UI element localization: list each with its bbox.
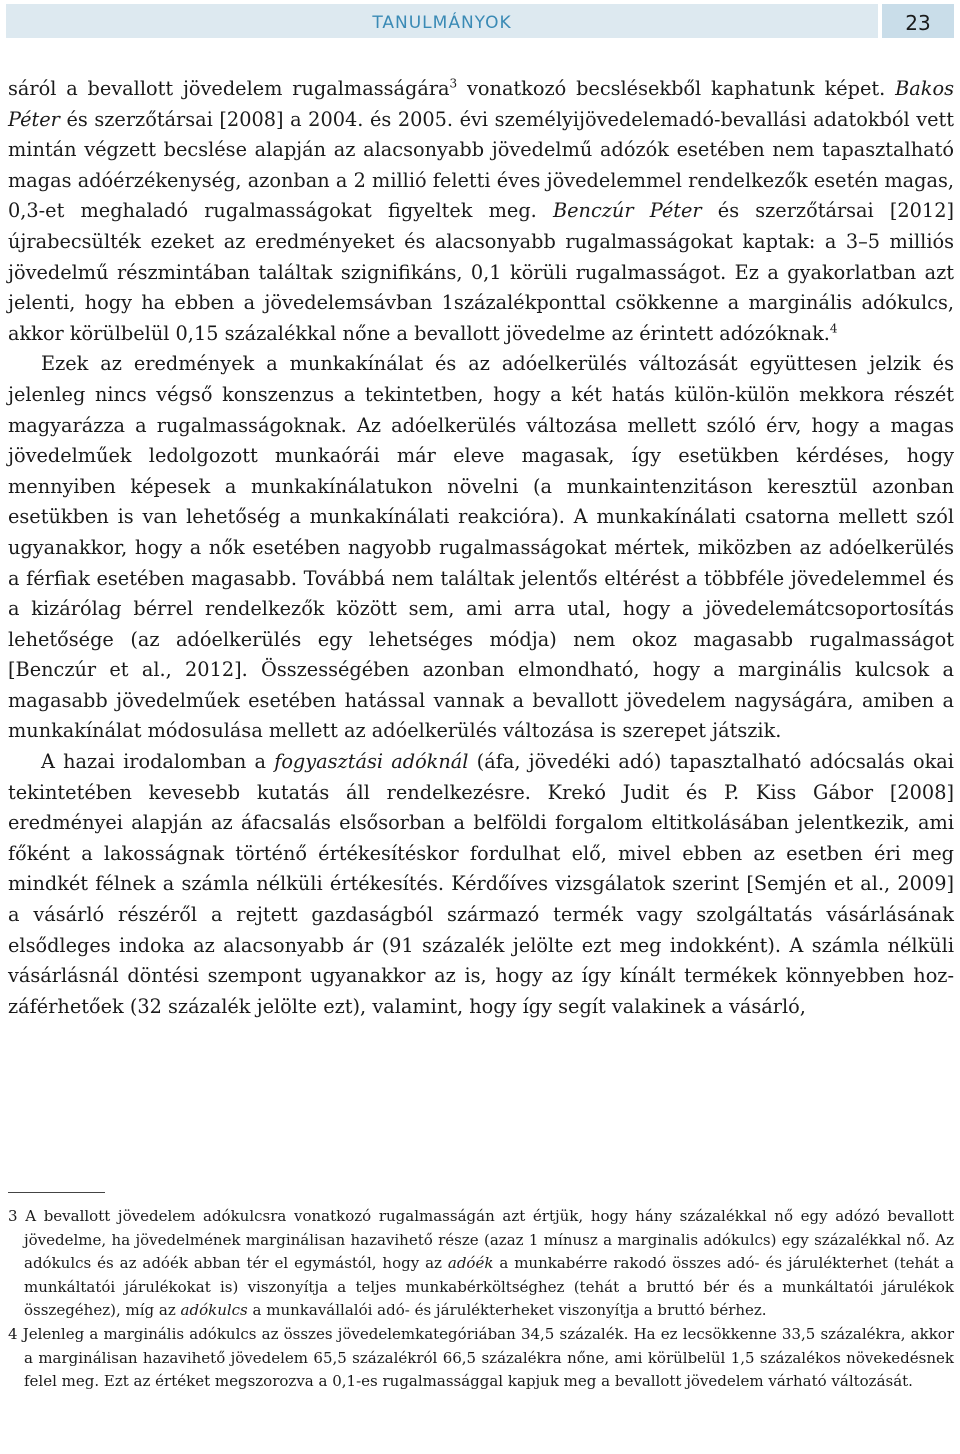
running-header [6,4,878,38]
footnote-ref: 3 [449,76,458,91]
text-run: vonatkozó becslésekből kaphatunk képet. [457,77,896,100]
footnote-4: 4 Jelenleg a marginális adókulcs az összes jövedelemkategóriában 34,5 százalék. Ha ez lecsökkenne 33,5 százalékra, akkor a marginálisan hazavihető jövedelem 65,5 százalékról 66,5 százalékra nőne, ami körülbelül 1,5 százalékos növekedésnek felel meg. Ezt az értéket megszorozva a 0,1-es rugalmassággal kapjuk meg a bevallott jövedelem várható változását. [8,1324,954,1391]
page-number: 23 [905,11,931,35]
text-run: és szerzőtársai [2008] a 2004. és 2005. évi személyijövedelemadó-bevallási adatokból vett mintán végzett becslése alapján az alacsonyabb jövedelmű adózók esetében nem tapasztalható magas adóérzékenység, azonban a 2 millió feletti éves jövedelemmel rendelkezők esetén magas, 0,3-et meghaladó rugalmasságokat figyeltek meg. [8,107,954,223]
text-run: és szerzőtársai [2012] újrabecsülték ezeket az eredményeket és alacsonyabb rugalmasságokat kaptak: a 3–5 milliós jövedelmű részmintában találtak szignifikáns, 0,1 körüli rugalmasságot. Ez a gyakorlatban azt jelenti, hogy ha ebben a jövedelemsávban 1százalékponttal csökkenne a marginális adókulcs, akkor körülbelül 0,15 százalékkal nőne a bevallott jövedelme az érintett adózóknak. [8,199,954,345]
paragraph-1 [8,74,954,349]
paragraph-2: Ezek az eredmények a munkakínálat és az adóelkerülés változását együttesen jelzik és jelenleg nincs végső konszenzus a tekintetben, hogy a két hatás külön-külön mekkora részét magyarázza a rugalmasságoknak. Az adóelkerülés változása mellett szóló érv, hogy a magas jövedelműek ledolgozott munkaórái már eleve magasak, így esetükben kérdéses, hogy mennyiben képesek a munkakínálatukon növelni (a munkaintenzitáson keresztül azonban esetükben is van lehetőség a munkakínálati reakcióra). A munkakínálati csatorna mellett szól ugyanakkor, hogy a nők esetében nagyobb rugalmasságokat mértek, miközben az adóelkerülés a férfiak esetében magasabb. Továbbá nem találtak jelentős eltérést a többféle jövedelemmel és a kizárólag bérrel rendelkezők között sem, ami arra utal, hogy a jövedelemátcsoportosítás lehetősége (az adóelkerülés egy lehetséges módja) nem okoz magasabb rugalmasságot [Benczúr et al., 2012]. Összességében azonban elmondható, hogy a marginális kulcsok a magasabb jövedelműek esetében hatással vannak a bevallott jövedelem nagyságára, amiben a munkakínálat módosulása mellett az adóelkerülés változása is szerepet játszik. [8,352,954,743]
footnote-divider [8,1192,105,1193]
text-run: a munkabérre rakodó összes adó- és járulékterhet (tehát a munkáltatói járulékokat is) viszonyítja a teljes munkabérköltséghez (tehát a bruttó bér és a munkáltatói járulékok összegéhez), míg az [24,1254,955,1320]
paragraph-3 [8,747,954,1022]
text-run: (áfa, jövedéki adó) tapasztalható adócsalás okai tekintetében kevesebb kutatás áll rendelkezésre. Krekó Judit és P. Kiss Gábor [2008] eredményei alapján az áfacsalás elsősorban a belföldi forgalom eltitkolásában jelentkezik, ami főként a lakosságnak történő értékesítéskor fordulhat elő, mivel ebben az esetben éri meg mindkét félnek a számla nélküli értékesítés. Kérdőíves vizsgálatok szerint [Semjén et al., 2009] a vásárló részéről a rejtett gazdaságból származó termék vagy szolgáltatás vásárlásának elsődleges indoka az alacsonyabb ár (91 százalék jelölte ezt meg indokként). A számla nélküli vásárlásnál döntési szempont ugyanakkor az is, hogy az így kínált termékek könnyebben hozzáférhetőek (32 százalék jelölte ezt), valamint, hogy így segít valakinek a vásárló, [8,750,954,1018]
text-run: sáról a bevallott jövedelem rugalmasságára [8,77,450,100]
footnote-ref: 4 [829,321,838,336]
italic-span: adóék [447,1254,494,1273]
italic-span: fogyasztási adóknál [274,750,469,774]
text-run: A hazai irodalomban a [41,750,275,774]
footnote-3 [8,1205,954,1323]
text-run: a munkavállalói adó- és járulékterheket viszonyítja a bruttó bérhez. [247,1301,767,1320]
text-run: 3 A bevallott jövedelem adókulcsra vonatkozó rugalmasságán azt értjük, hogy hány százalékkal nő egy adózó bevallott jövedelme, ha jövedelmének marginálisan hazavihető része (azaz 1 mínusz a marginalis adókulcs) egy százalékkal nő. Az adókulcs és az adóék abban tér el egymástól, hogy az [8,1207,954,1273]
italic-span: Benczúr Péter [552,199,702,223]
footnotes [8,1205,954,1394]
italic-span: adókulcs [180,1301,248,1320]
main-text [8,74,954,1022]
section-title: TANULMÁNYOK [372,13,512,33]
page-number-box [882,4,954,38]
italic-span: Bakos Péter [8,77,954,131]
